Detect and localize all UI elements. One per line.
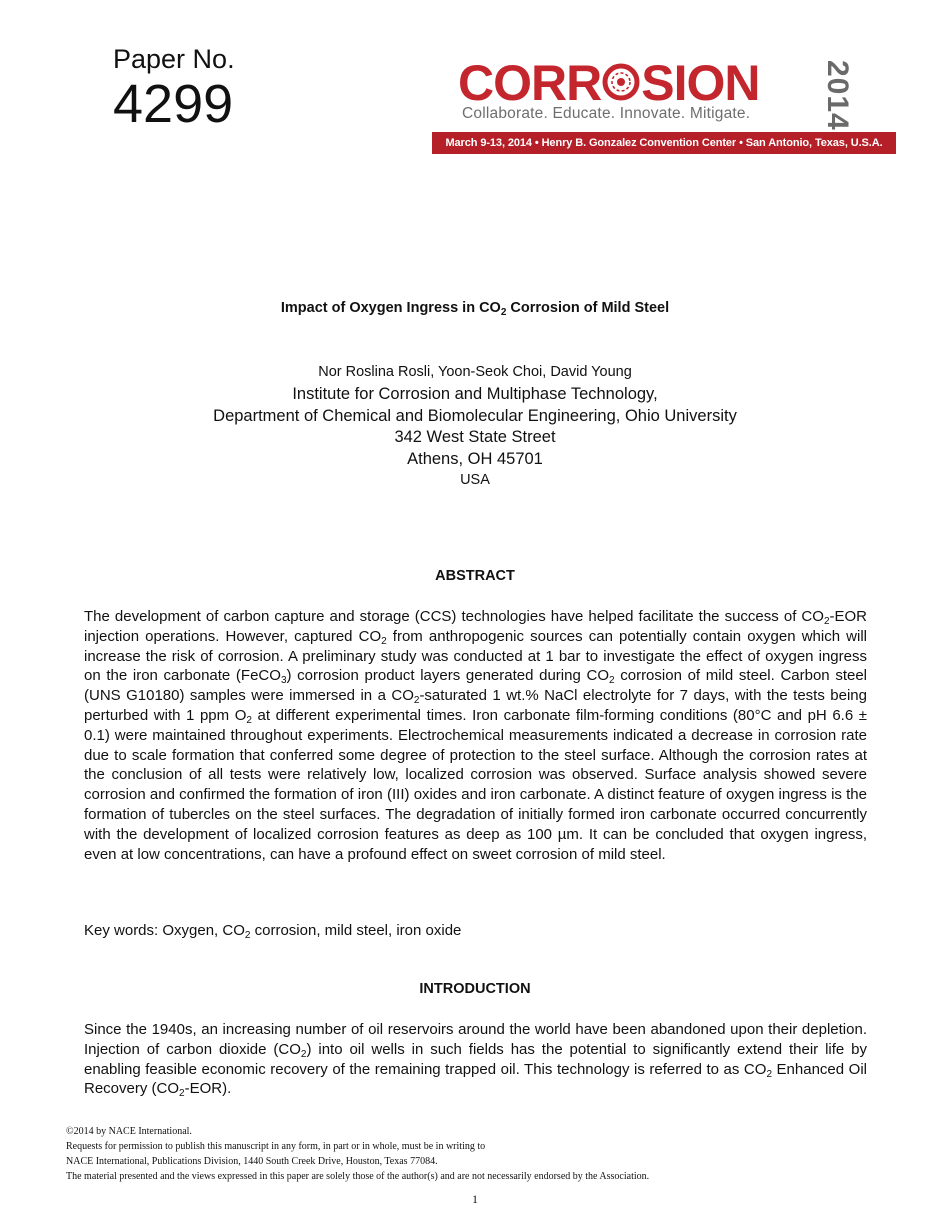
affiliation-line-3: 342 West State Street bbox=[394, 428, 556, 446]
abstract-seg-5: corrosion of mild steel. Carbon steel (UNS G10180) samples were immersed in a CO bbox=[84, 667, 867, 705]
logo-o-emblem-icon bbox=[601, 62, 641, 102]
intro-sub-2: 2 bbox=[766, 1068, 772, 1080]
abstract-seg-1: The development of carbon capture and storage (CCS) technologies have helped facilitate the success of CO bbox=[84, 608, 824, 625]
authors: Nor Roslina Rosli, Yoon-Seok Choi, David Young bbox=[318, 364, 632, 380]
abstract-sub-6: 2 bbox=[246, 714, 252, 726]
paper-number-block bbox=[113, 44, 235, 132]
title-sub: 2 bbox=[500, 307, 507, 318]
abstract-seg-6: -saturated 1 wt.% NaCl electrolyte for 7 days, with the tests being perturbed with 1 ppm O bbox=[84, 687, 867, 724]
title-post: Corrosion of Mild Steel bbox=[506, 300, 670, 316]
footer-line-1: ©2014 by NACE International. bbox=[66, 1126, 192, 1137]
logo-tagline: Collaborate. Educate. Innovate. Mitigate. bbox=[462, 105, 751, 122]
keywords-post: corrosion, mild steel, iron oxide bbox=[250, 922, 462, 939]
paper-number: 4299 bbox=[113, 74, 234, 134]
logo-year: 2014 bbox=[821, 60, 854, 131]
introduction-text bbox=[84, 1020, 867, 1099]
footer-line-3: NACE International, Publications Division, 1440 South Creek Drive, Houston, Texas 77084. bbox=[66, 1156, 438, 1167]
abstract-text bbox=[84, 607, 867, 864]
footer-line-2: Requests for permission to publish this manuscript in any form, in part or in whole, must be in writing to bbox=[66, 1141, 486, 1152]
intro-seg-4: -EOR). bbox=[184, 1080, 232, 1098]
copyright-footer bbox=[66, 1124, 649, 1184]
abstract-sub-4: 2 bbox=[609, 675, 615, 687]
keywords bbox=[84, 921, 867, 941]
paper-title bbox=[0, 300, 950, 316]
intro-sub-3: 2 bbox=[179, 1088, 185, 1100]
affiliation-line-4: Athens, OH 45701 bbox=[407, 449, 543, 468]
abstract-seg-3: from anthropogenic sources can potentially contain oxygen which will increase the risk of corrosion. A preliminary study was conducted at 1 bar to investigate the effect of oxygen ingress on the iron carbonate (FeCO bbox=[84, 627, 867, 685]
title-pre: Impact of Oxygen Ingress in CO bbox=[280, 300, 501, 316]
abstract-heading: ABSTRACT bbox=[435, 568, 515, 584]
corrosion-2014-logo bbox=[432, 55, 896, 154]
abstract-sub-3: 3 bbox=[280, 675, 287, 687]
affiliation-line-5: USA bbox=[460, 472, 490, 488]
abstract-seg-4: ) corrosion product layers generated during CO bbox=[286, 667, 609, 685]
intro-seg-2: ) into oil wells in such fields has the potential to significantly extend their life by enabling feasible economic recovery of the remaining trapped oil. This technology is referred to as CO bbox=[84, 1040, 867, 1078]
introduction-heading: INTRODUCTION bbox=[419, 981, 531, 997]
abstract-sub-5: 2 bbox=[413, 695, 420, 707]
abstract-sub-2: 2 bbox=[381, 635, 387, 647]
keywords-sub: 2 bbox=[244, 930, 251, 941]
affiliation-line-2: Department of Chemical and Biomolecular Engineering, Ohio University bbox=[213, 406, 737, 425]
affiliation-line-1: Institute for Corrosion and Multiphase Technology, bbox=[292, 385, 658, 403]
keywords-pre: Key words: Oxygen, CO bbox=[84, 922, 245, 939]
footer-line-4: The material presented and the views expressed in this paper are solely those of the author(s) and are not necessarily endorsed by the Association. bbox=[66, 1171, 650, 1182]
paper-label: Paper No. bbox=[113, 44, 235, 74]
logo-brand-before: CORR bbox=[458, 55, 602, 111]
abstract-sub-1: 2 bbox=[823, 616, 830, 627]
abstract-seg-7: at different experimental times. Iron carbonate film-forming conditions (80°C and pH 6.6 ± 0.1) were maintained throughout experiments. Electrochemical measurements indicated a decrease in corrosion rate due to scale formation that conferred some degree of protection to the steel surface. Although the corrosion rates at the conclusion of all tests were relatively low, localized corrosion was observed. Surface analysis showed severe corrosion and confirmed the formation of iron (III) oxides and iron carbonate. A distinct feature of oxygen ingress is the formation of tubercles on the steel surfaces. The degradation of initially formed iron carbonate occurred concurrently with the development of localized corrosion features as deep as 100 µm. It can be concluded that oxygen ingress, even at low concentrations, can have a profound effect on sweet corrosion of mild steel. bbox=[84, 706, 867, 863]
intro-seg-3: Enhanced Oil Recovery (CO bbox=[84, 1060, 867, 1098]
intro-seg-1: Since the 1940s, an increasing number of oil reservoirs around the world have been abandoned upon their depletion. Injection of carbon dioxide (CO bbox=[84, 1021, 867, 1058]
page-number: 1 bbox=[472, 1192, 478, 1206]
logo-brand bbox=[458, 55, 760, 111]
abstract-seg-2: -EOR injection operations. However, captured CO bbox=[84, 608, 867, 645]
logo-brand-after: SION bbox=[641, 55, 760, 111]
intro-sub-1: 2 bbox=[300, 1048, 307, 1060]
affiliation bbox=[0, 384, 950, 492]
logo-event-bar: March 9-13, 2014 • Henry B. Gonzalez Convention Center • San Antonio, Texas, U.S.A. bbox=[432, 132, 896, 154]
